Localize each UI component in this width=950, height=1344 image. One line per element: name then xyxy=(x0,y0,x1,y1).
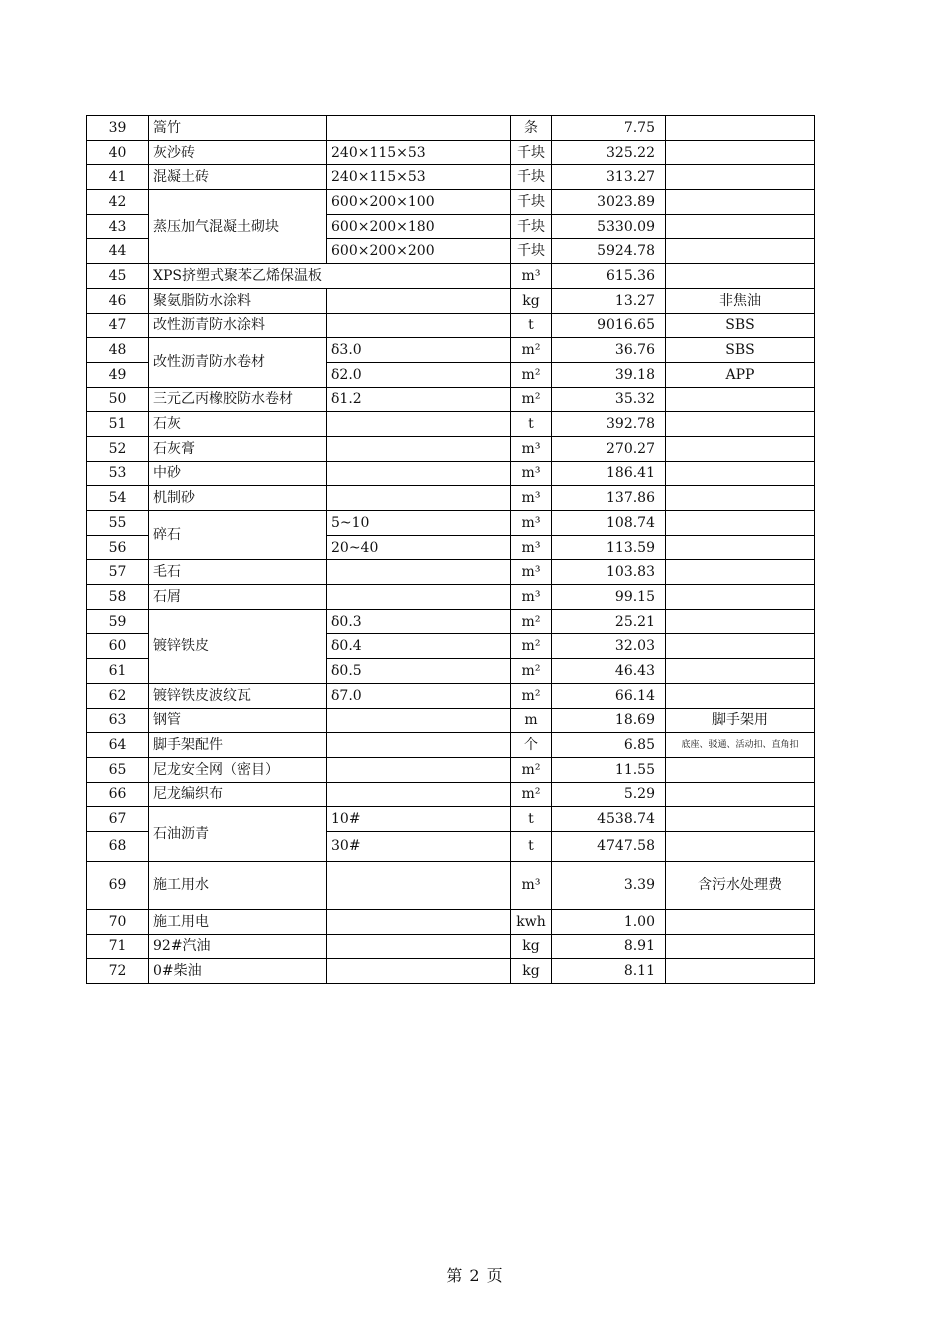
material-spec: δ1.2 xyxy=(327,387,511,412)
material-spec: 5~10 xyxy=(327,511,511,536)
table-row xyxy=(87,190,815,215)
table-row xyxy=(87,934,815,959)
material-spec xyxy=(327,934,511,959)
material-unit: m³ xyxy=(511,535,552,560)
material-spec: 600×200×200 xyxy=(327,239,511,264)
material-spec: δ0.4 xyxy=(327,634,511,659)
row-number: 71 xyxy=(87,934,149,959)
material-spec xyxy=(327,757,511,782)
row-number: 63 xyxy=(87,708,149,733)
material-spec xyxy=(327,461,511,486)
material-unit: m² xyxy=(511,362,552,387)
table-row xyxy=(87,733,815,758)
row-number: 52 xyxy=(87,436,149,461)
material-price: 99.15 xyxy=(552,585,666,610)
material-price: 18.69 xyxy=(552,708,666,733)
material-unit: m³ xyxy=(511,436,552,461)
material-spec: δ2.0 xyxy=(327,362,511,387)
row-number: 68 xyxy=(87,831,149,861)
material-name: 改性沥青防水卷材 xyxy=(149,338,327,387)
material-unit: 千块 xyxy=(511,140,552,165)
material-unit: m³ xyxy=(511,511,552,536)
material-spec: δ3.0 xyxy=(327,338,511,363)
table-row xyxy=(87,288,815,313)
table-row xyxy=(87,313,815,338)
material-price: 66.14 xyxy=(552,683,666,708)
material-price: 4747.58 xyxy=(552,831,666,861)
material-spec xyxy=(327,560,511,585)
row-number: 42 xyxy=(87,190,149,215)
material-unit: m² xyxy=(511,757,552,782)
table-row xyxy=(87,412,815,437)
material-name: 机制砂 xyxy=(149,486,327,511)
material-spec xyxy=(327,486,511,511)
material-spec: 600×200×180 xyxy=(327,214,511,239)
table-row xyxy=(87,782,815,807)
material-price: 32.03 xyxy=(552,634,666,659)
row-number: 46 xyxy=(87,288,149,313)
row-number: 54 xyxy=(87,486,149,511)
table-row xyxy=(87,585,815,610)
row-number: 61 xyxy=(87,659,149,684)
material-note xyxy=(666,535,815,560)
material-unit: 个 xyxy=(511,733,552,758)
material-note xyxy=(666,165,815,190)
material-unit: 条 xyxy=(511,116,552,141)
material-name: 石屑 xyxy=(149,585,327,610)
material-name: 尼龙安全网（密目） xyxy=(149,757,327,782)
row-number: 65 xyxy=(87,757,149,782)
material-price: 8.11 xyxy=(552,959,666,984)
material-note xyxy=(666,782,815,807)
material-note: 底座、驳通、活动扣、直角扣 xyxy=(666,733,815,758)
material-price: 113.59 xyxy=(552,535,666,560)
row-number: 39 xyxy=(87,116,149,141)
material-note xyxy=(666,683,815,708)
material-price: 313.27 xyxy=(552,165,666,190)
row-number: 41 xyxy=(87,165,149,190)
table-row xyxy=(87,486,815,511)
material-unit: m² xyxy=(511,659,552,684)
material-note xyxy=(666,239,815,264)
table-row xyxy=(87,264,815,289)
material-unit: m³ xyxy=(511,486,552,511)
row-number: 43 xyxy=(87,214,149,239)
material-spec xyxy=(327,412,511,437)
material-price: 392.78 xyxy=(552,412,666,437)
material-spec: δ0.5 xyxy=(327,659,511,684)
row-number: 48 xyxy=(87,338,149,363)
material-unit: 千块 xyxy=(511,190,552,215)
material-price: 108.74 xyxy=(552,511,666,536)
row-number: 51 xyxy=(87,412,149,437)
material-unit: t xyxy=(511,831,552,861)
material-spec xyxy=(327,782,511,807)
table-row xyxy=(87,387,815,412)
material-unit: 千块 xyxy=(511,214,552,239)
material-spec xyxy=(327,733,511,758)
material-name: 脚手架配件 xyxy=(149,733,327,758)
material-spec xyxy=(327,436,511,461)
material-note xyxy=(666,934,815,959)
material-price: 615.36 xyxy=(552,264,666,289)
material-note xyxy=(666,412,815,437)
material-note xyxy=(666,807,815,832)
row-number: 64 xyxy=(87,733,149,758)
material-price: 103.83 xyxy=(552,560,666,585)
material-note xyxy=(666,436,815,461)
row-number: 72 xyxy=(87,959,149,984)
material-name: 石灰 xyxy=(149,412,327,437)
material-price: 39.18 xyxy=(552,362,666,387)
row-number: 45 xyxy=(87,264,149,289)
material-spec: 240×115×53 xyxy=(327,165,511,190)
material-unit: t xyxy=(511,807,552,832)
row-number: 69 xyxy=(87,861,149,909)
material-unit: 千块 xyxy=(511,239,552,264)
material-name: 镀锌铁皮波纹瓦 xyxy=(149,683,327,708)
material-name: 蒸压加气混凝土砌块 xyxy=(149,190,327,264)
table-row xyxy=(87,609,815,634)
row-number: 60 xyxy=(87,634,149,659)
material-spec: δ7.0 xyxy=(327,683,511,708)
table-row xyxy=(87,959,815,984)
table-row xyxy=(87,560,815,585)
table-row xyxy=(87,861,815,909)
row-number: 44 xyxy=(87,239,149,264)
material-note: SBS xyxy=(666,313,815,338)
material-note xyxy=(666,959,815,984)
material-unit: m³ xyxy=(511,585,552,610)
material-name: 三元乙丙橡胶防水卷材 xyxy=(149,387,327,412)
material-spec: 20~40 xyxy=(327,535,511,560)
material-name: 石油沥青 xyxy=(149,807,327,862)
material-name: 聚氨脂防水涂料 xyxy=(149,288,327,313)
material-note xyxy=(666,634,815,659)
material-price: 7.75 xyxy=(552,116,666,141)
material-spec: 240×115×53 xyxy=(327,140,511,165)
material-price: 5924.78 xyxy=(552,239,666,264)
material-name: 灰沙砖 xyxy=(149,140,327,165)
material-note xyxy=(666,214,815,239)
row-number: 49 xyxy=(87,362,149,387)
material-note xyxy=(666,659,815,684)
material-unit: m³ xyxy=(511,264,552,289)
material-unit: m² xyxy=(511,338,552,363)
table-row xyxy=(87,757,815,782)
material-price: 137.86 xyxy=(552,486,666,511)
material-price: 36.76 xyxy=(552,338,666,363)
row-number: 67 xyxy=(87,807,149,832)
material-note xyxy=(666,585,815,610)
table-row xyxy=(87,683,815,708)
row-number: 40 xyxy=(87,140,149,165)
material-price: 4538.74 xyxy=(552,807,666,832)
material-price: 270.27 xyxy=(552,436,666,461)
material-spec xyxy=(327,909,511,934)
material-unit: m³ xyxy=(511,861,552,909)
material-note xyxy=(666,560,815,585)
material-price: 46.43 xyxy=(552,659,666,684)
material-unit: m³ xyxy=(511,560,552,585)
material-spec xyxy=(327,116,511,141)
material-note xyxy=(666,264,815,289)
material-price: 3023.89 xyxy=(552,190,666,215)
material-spec: 10# xyxy=(327,807,511,832)
material-unit: m² xyxy=(511,634,552,659)
material-unit: kg xyxy=(511,959,552,984)
material-price: 1.00 xyxy=(552,909,666,934)
table-row xyxy=(87,511,815,536)
row-number: 55 xyxy=(87,511,149,536)
material-spec xyxy=(327,313,511,338)
material-note: SBS xyxy=(666,338,815,363)
table-row xyxy=(87,140,815,165)
material-note xyxy=(666,757,815,782)
material-name: XPS挤塑式聚苯乙烯保温板 xyxy=(149,264,511,289)
material-price-table xyxy=(86,115,815,984)
material-note xyxy=(666,831,815,861)
material-name: 混凝土砖 xyxy=(149,165,327,190)
material-name: 中砂 xyxy=(149,461,327,486)
row-number: 62 xyxy=(87,683,149,708)
material-spec: 30# xyxy=(327,831,511,861)
material-price: 9016.65 xyxy=(552,313,666,338)
row-number: 58 xyxy=(87,585,149,610)
material-name: 碎石 xyxy=(149,511,327,560)
material-spec xyxy=(327,959,511,984)
material-price: 186.41 xyxy=(552,461,666,486)
material-name: 改性沥青防水涂料 xyxy=(149,313,327,338)
material-price: 325.22 xyxy=(552,140,666,165)
material-note xyxy=(666,486,815,511)
material-unit: t xyxy=(511,313,552,338)
material-name: 尼龙编织布 xyxy=(149,782,327,807)
material-unit: 千块 xyxy=(511,165,552,190)
row-number: 59 xyxy=(87,609,149,634)
material-note xyxy=(666,609,815,634)
material-unit: m² xyxy=(511,683,552,708)
material-unit: m² xyxy=(511,782,552,807)
material-price: 35.32 xyxy=(552,387,666,412)
material-unit: m² xyxy=(511,387,552,412)
material-price: 11.55 xyxy=(552,757,666,782)
row-number: 66 xyxy=(87,782,149,807)
material-unit: kg xyxy=(511,934,552,959)
material-price: 5330.09 xyxy=(552,214,666,239)
material-note: 脚手架用 xyxy=(666,708,815,733)
material-name: 施工用电 xyxy=(149,909,327,934)
material-spec xyxy=(327,861,511,909)
row-number: 57 xyxy=(87,560,149,585)
table-row xyxy=(87,909,815,934)
material-unit: m² xyxy=(511,609,552,634)
material-note xyxy=(666,190,815,215)
material-note: APP xyxy=(666,362,815,387)
material-name: 篙竹 xyxy=(149,116,327,141)
row-number: 70 xyxy=(87,909,149,934)
material-spec: 600×200×100 xyxy=(327,190,511,215)
material-note: 非焦油 xyxy=(666,288,815,313)
table-row xyxy=(87,708,815,733)
material-name: 镀锌铁皮 xyxy=(149,609,327,683)
material-name: 钢管 xyxy=(149,708,327,733)
material-note xyxy=(666,909,815,934)
row-number: 56 xyxy=(87,535,149,560)
material-spec: δ0.3 xyxy=(327,609,511,634)
table-row xyxy=(87,461,815,486)
material-note xyxy=(666,116,815,141)
material-price: 3.39 xyxy=(552,861,666,909)
table-row xyxy=(87,436,815,461)
table-row xyxy=(87,807,815,832)
material-note: 含污水处理费 xyxy=(666,861,815,909)
material-price: 6.85 xyxy=(552,733,666,758)
material-note xyxy=(666,461,815,486)
material-unit: kg xyxy=(511,288,552,313)
material-unit: m³ xyxy=(511,461,552,486)
material-note xyxy=(666,387,815,412)
material-name: 石灰膏 xyxy=(149,436,327,461)
material-name: 毛石 xyxy=(149,560,327,585)
material-name: 92#汽油 xyxy=(149,934,327,959)
row-number: 47 xyxy=(87,313,149,338)
material-spec xyxy=(327,585,511,610)
material-price: 25.21 xyxy=(552,609,666,634)
material-price: 8.91 xyxy=(552,934,666,959)
table-row xyxy=(87,338,815,363)
row-number: 53 xyxy=(87,461,149,486)
material-unit: t xyxy=(511,412,552,437)
material-note xyxy=(666,511,815,536)
material-spec xyxy=(327,708,511,733)
material-unit: m xyxy=(511,708,552,733)
material-spec xyxy=(327,288,511,313)
table-row xyxy=(87,116,815,141)
page-number: 第 2 页 xyxy=(446,1266,504,1285)
row-number: 50 xyxy=(87,387,149,412)
material-unit: kwh xyxy=(511,909,552,934)
material-price: 5.29 xyxy=(552,782,666,807)
material-note xyxy=(666,140,815,165)
material-name: 施工用水 xyxy=(149,861,327,909)
material-price: 13.27 xyxy=(552,288,666,313)
table-row xyxy=(87,165,815,190)
material-name: 0#柴油 xyxy=(149,959,327,984)
